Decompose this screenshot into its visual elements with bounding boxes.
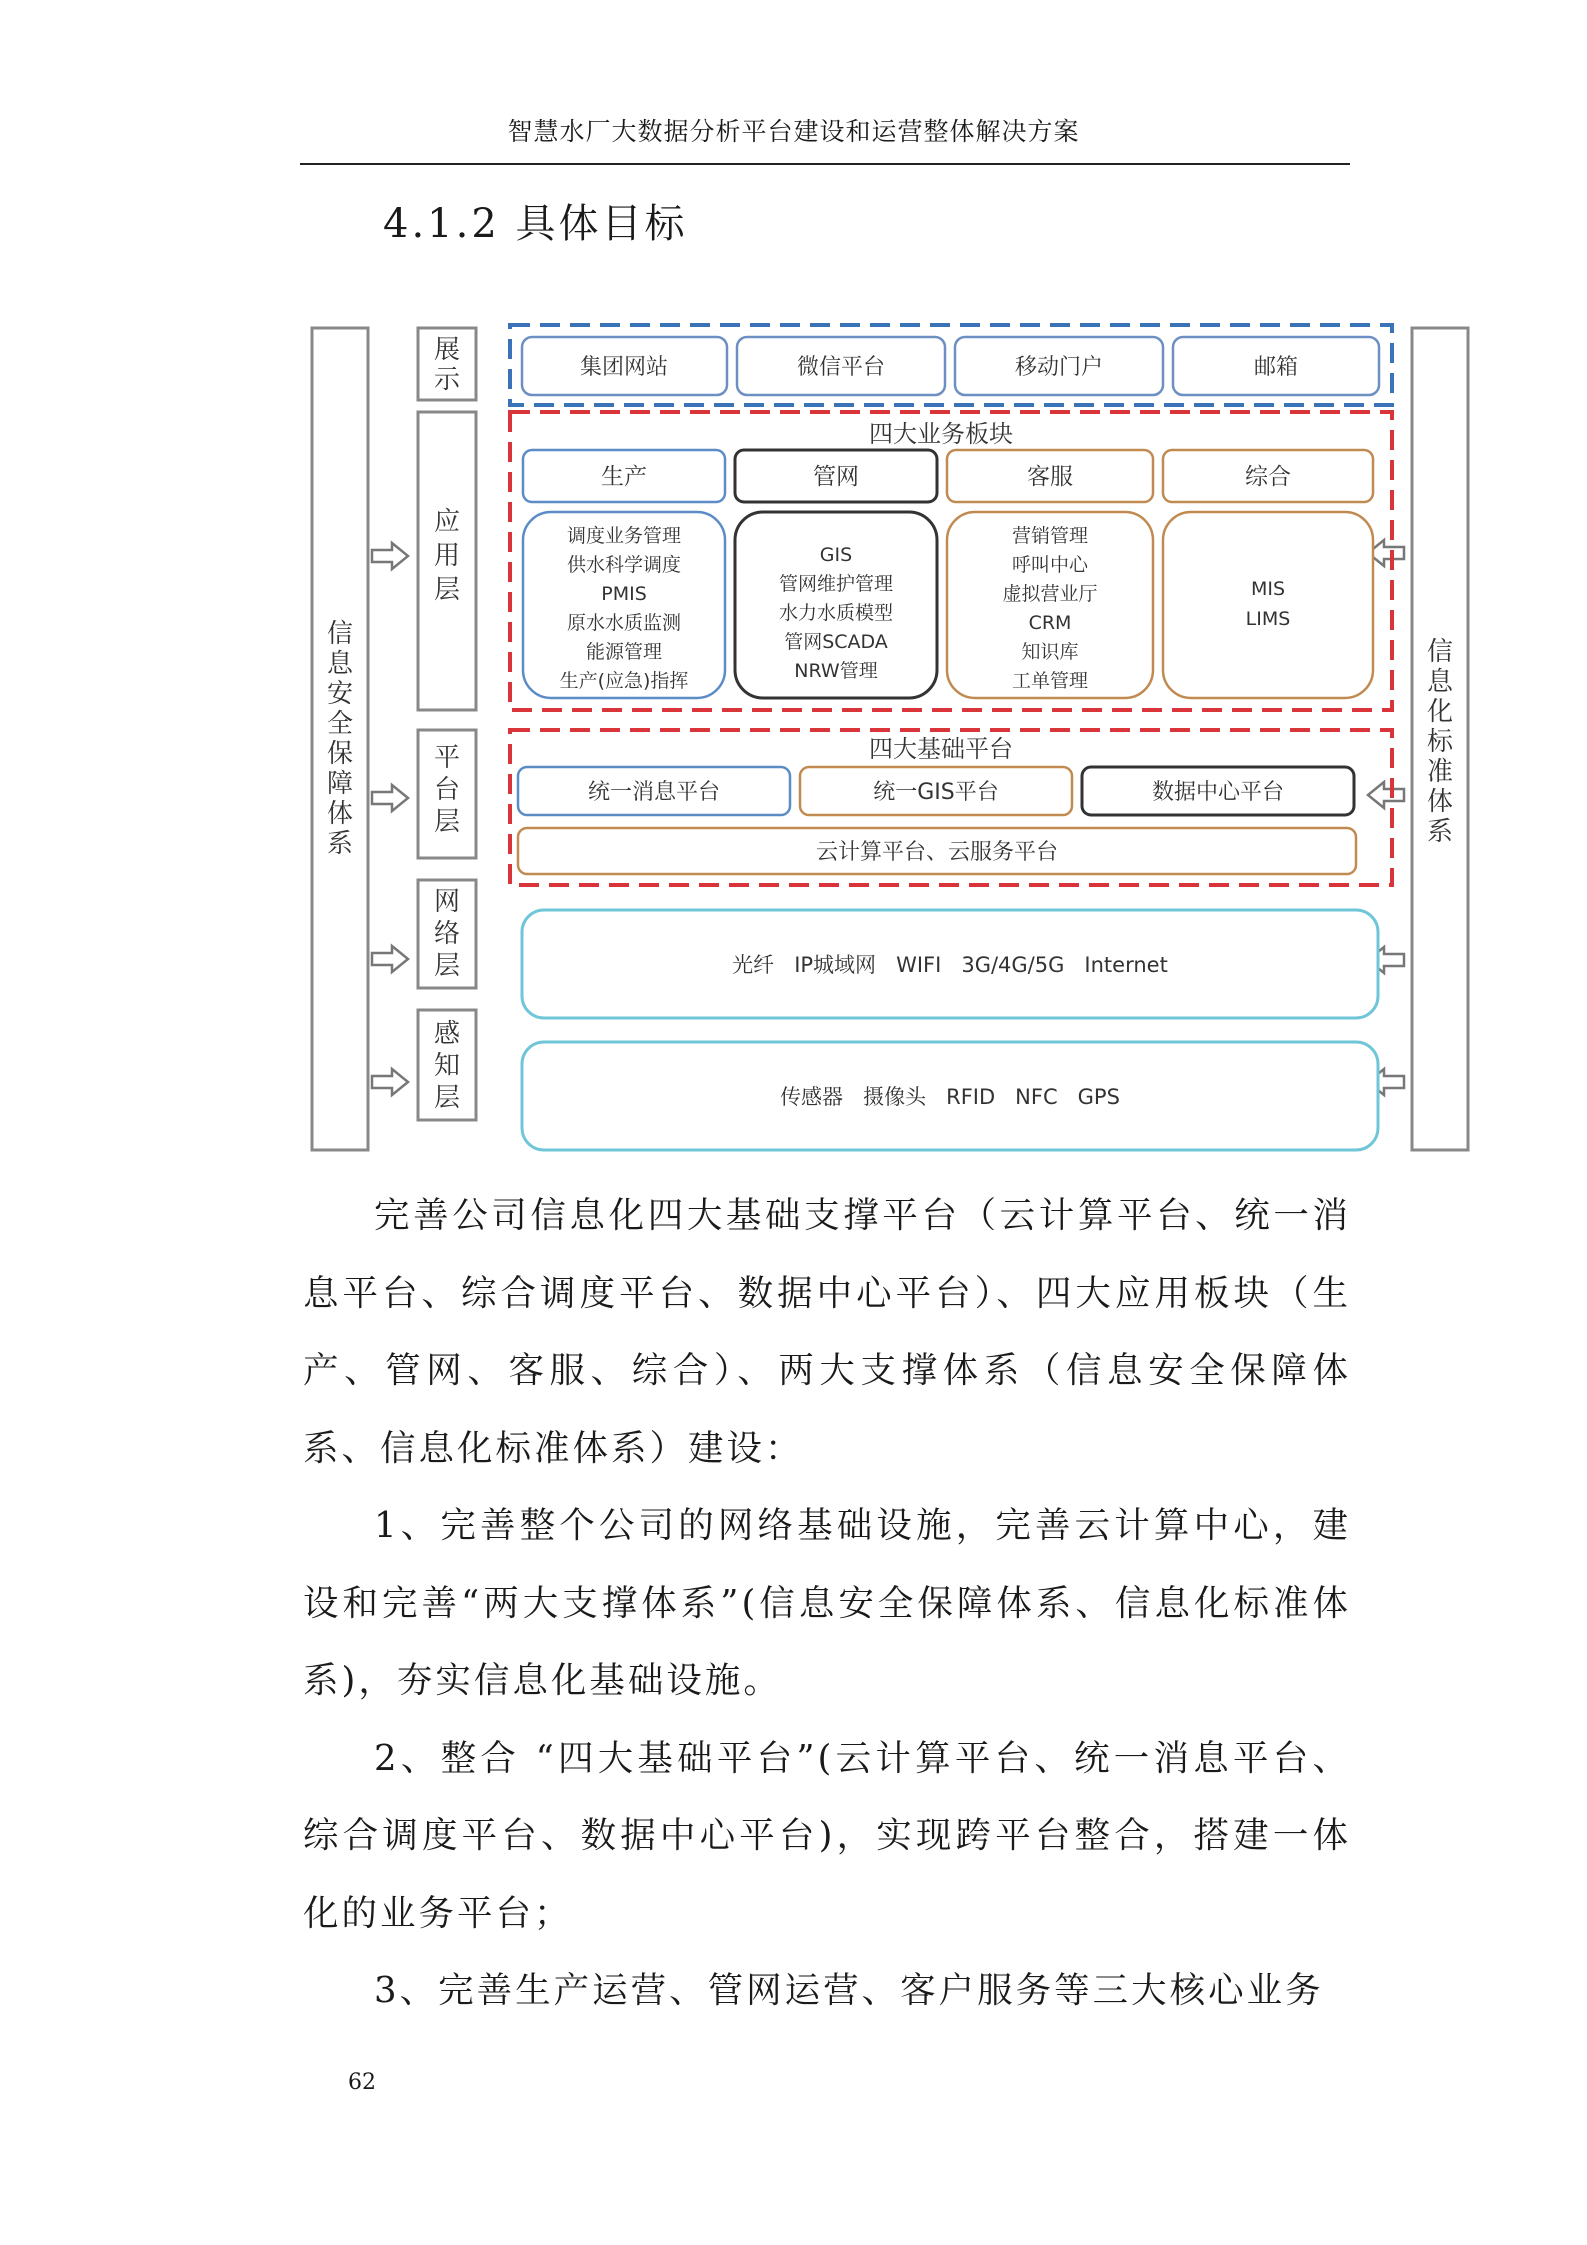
layer-char: 层 xyxy=(433,575,461,605)
layer-char: 平 xyxy=(433,743,461,773)
display-item-4: 邮箱 xyxy=(1253,355,1299,380)
app-body-general xyxy=(1163,512,1373,698)
right-side-char: 体 xyxy=(1426,787,1454,817)
layer-char: 应 xyxy=(433,507,461,537)
platform-item-1: 统一消息平台 xyxy=(587,780,721,805)
layer-char: 层 xyxy=(433,951,461,981)
display-item-3: 移动门户 xyxy=(1014,355,1104,380)
header-rule xyxy=(300,163,1350,165)
right-side-char: 标 xyxy=(1426,727,1454,757)
arrow-right-icon xyxy=(372,946,408,972)
app-list-item: GIS xyxy=(819,544,853,566)
layer-char: 层 xyxy=(433,1083,461,1113)
app-list-item: 管网SCADA xyxy=(784,631,888,653)
page-header: 智慧水厂大数据分析平台建设和运营整体解决方案 xyxy=(507,117,1080,146)
app-list-item: 调度业务管理 xyxy=(566,525,682,547)
layer-char: 网 xyxy=(433,887,461,917)
layer-char: 展 xyxy=(433,335,461,365)
app-list-item: MIS xyxy=(1250,578,1286,600)
arrow-left-icon xyxy=(1368,782,1404,808)
left-side-char: 障 xyxy=(326,769,354,799)
app-list-item: LIMS xyxy=(1245,608,1291,630)
layer-label-platform xyxy=(434,743,460,837)
app-list-item: 水力水质模型 xyxy=(778,602,894,624)
right-side-char: 信 xyxy=(1426,637,1454,667)
layer-char: 络 xyxy=(433,919,461,949)
perception-items: 传感器 摄像头 RFID NFC GPS xyxy=(780,1085,1120,1109)
layer-char: 示 xyxy=(433,365,461,395)
right-side-char: 系 xyxy=(1426,817,1454,847)
app-list-item: 生产(应急)指挥 xyxy=(559,670,689,692)
display-item-1: 集团网站 xyxy=(579,355,669,380)
left-security-label xyxy=(327,619,354,859)
left-side-char: 安 xyxy=(326,679,354,709)
paragraph: 完善公司信息化四大基础支撑平台（云计算平台、统一消息平台、综合调度平台、数据中心平台）、四大应用板块（生产、管网、客服、综合）、两大支撑体系（信息安全保障体系、信息化标准体系）建设： xyxy=(303,1195,1351,1469)
app-list-item: CRM xyxy=(1028,612,1072,634)
arrow-right-icon xyxy=(372,1069,408,1095)
platform-title: 四大基础平台 xyxy=(869,735,1013,763)
cloud-label: 云计算平台、云服务平台 xyxy=(815,840,1059,865)
architecture-diagram xyxy=(300,320,1480,1155)
layer-char: 用 xyxy=(433,541,461,571)
app-list-item: 虚拟营业厅 xyxy=(1002,583,1098,605)
layer-label-application xyxy=(434,507,460,605)
app-header-production-label: 生产 xyxy=(601,464,647,490)
layer-label-network xyxy=(434,887,460,981)
right-standard-label xyxy=(1427,637,1454,847)
display-item-2: 微信平台 xyxy=(796,355,886,380)
section-title: 4.1.2 具体目标 xyxy=(383,201,688,247)
app-header-pipe-label: 管网 xyxy=(813,464,859,490)
right-side-char: 息 xyxy=(1426,667,1454,697)
app-list-item: NRW管理 xyxy=(794,660,878,682)
app-header-general-label: 综合 xyxy=(1245,464,1291,490)
arrows-left xyxy=(372,543,408,1095)
app-list-item: 供水科学调度 xyxy=(566,554,682,576)
left-side-char: 息 xyxy=(326,649,354,679)
left-side-char: 全 xyxy=(326,709,354,739)
layer-char: 感 xyxy=(433,1019,461,1049)
platform-item-3: 数据中心平台 xyxy=(1151,780,1285,805)
app-list-item: 呼叫中心 xyxy=(1011,554,1089,576)
paragraph: 1、完善整个公司的网络基础设施，完善云计算中心，建设和完善“两大支撑体系”(信息安全保障体系、信息化标准体系)，夯实信息化基础设施。 xyxy=(303,1505,1351,1701)
arrow-right-icon xyxy=(372,543,408,569)
arrow-right-icon xyxy=(372,785,408,811)
left-side-char: 体 xyxy=(326,799,354,829)
app-list-item: 营销管理 xyxy=(1011,525,1089,547)
left-side-char: 系 xyxy=(326,829,354,859)
left-side-char: 保 xyxy=(326,739,354,769)
layer-char: 台 xyxy=(433,775,461,805)
network-items: 光纤 IP城域网 WIFI 3G/4G/5G Internet xyxy=(732,953,1168,977)
app-list-item: PMIS xyxy=(601,583,647,605)
application-title: 四大业务板块 xyxy=(869,420,1013,448)
paragraph: 2、整合 “四大基础平台”(云计算平台、统一消息平台、综合调度平台、数据中心平台)，实现跨平台整合，搭建一体化的业务平台； xyxy=(303,1737,1351,1934)
app-list-item: 能源管理 xyxy=(585,641,663,663)
app-list-item: 知识库 xyxy=(1021,641,1079,663)
app-list-item: 原水水质监测 xyxy=(566,612,682,634)
paragraph: 3、完善生产运营、管网运营、客户服务等三大核心业务 xyxy=(374,1970,1324,2011)
app-list-item: 工单管理 xyxy=(1011,670,1089,692)
body-text xyxy=(303,1177,1351,2030)
left-side-char: 信 xyxy=(326,619,354,649)
platform-item-2: 统一GIS平台 xyxy=(873,780,999,805)
app-list-item: 管网维护管理 xyxy=(778,573,894,595)
layer-label-perception xyxy=(434,1019,460,1113)
app-header-service-label: 客服 xyxy=(1027,464,1073,490)
right-side-char: 化 xyxy=(1426,697,1454,727)
page-number: 62 xyxy=(348,2070,376,2095)
layer-char: 层 xyxy=(433,807,461,837)
layer-char: 知 xyxy=(433,1051,461,1081)
right-side-char: 准 xyxy=(1426,757,1454,787)
layer-label-display xyxy=(434,335,461,395)
